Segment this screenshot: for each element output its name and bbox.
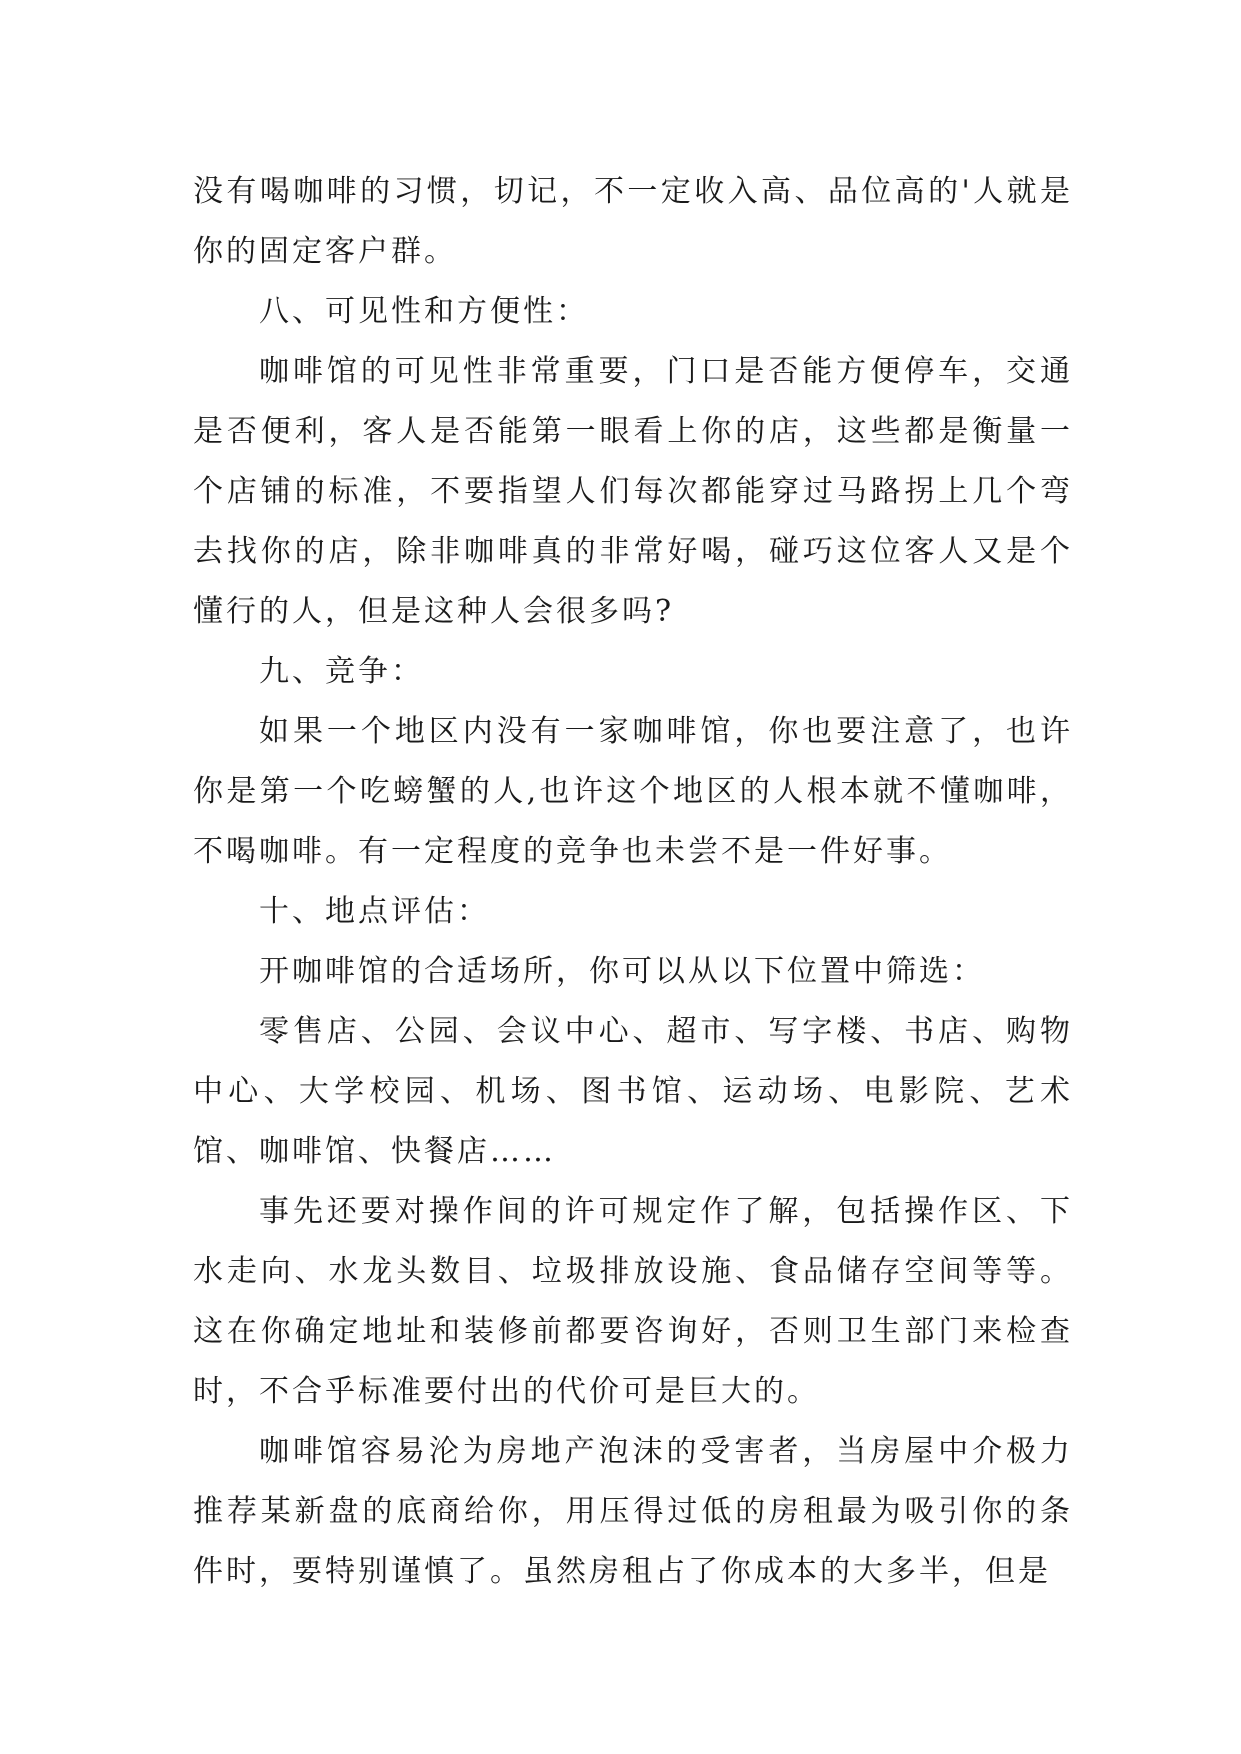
paragraph-real-estate: 咖啡馆容易沦为房地产泡沫的受害者，当房屋中介极力推荐某新盘的底商给你，用压得过低的房租最为吸引你的条件时，要特别谨慎了。虽然房租占了你成本的大多半，但是 [193, 1434, 1073, 1589]
paragraph-location-intro: 开咖啡馆的合适场所，你可以从以下位置中筛选： [259, 954, 985, 989]
paragraph-visibility: 咖啡馆的可见性非常重要，门口是否能方便停车，交通是否便利，客人是否能第一眼看上你的店，这些都是衡量一个店铺的标准，不要指望人们每次都能穿过马路拐上几个弯去找你的店，除非咖啡真的非常好喝，碰巧这位客人又是个懂行的人，但是这种人会很多吗? [193, 354, 1073, 629]
heading-competition: 九、竞争： [259, 654, 424, 689]
paragraph-permits: 事先还要对操作间的许可规定作了解，包括操作区、下水走向、水龙头数目、垃圾排放设施、食品储存空间等等。这在你确定地址和装修前都要咨询好，否则卫生部门来检查时，不合乎标准要付出的代价可是巨大的。 [193, 1194, 1073, 1409]
document-body [193, 162, 1073, 1602]
heading-location: 十、地点评估： [259, 894, 490, 929]
paragraph-location-list: 零售店、公园、会议中心、超市、写字楼、书店、购物中心、大学校园、机场、图书馆、运动场、电影院、艺术馆、咖啡馆、快餐店…… [193, 1014, 1073, 1169]
paragraph-1: 没有喝咖啡的习惯，切记，不一定收入高、品位高的'人就是你的固定客户群。 [193, 174, 1073, 269]
heading-visibility: 八、可见性和方便性： [259, 294, 589, 329]
paragraph-competition: 如果一个地区内没有一家咖啡馆，你也要注意了，也许你是第一个吃螃蟹的人,也许这个地区的人根本就不懂咖啡，不喝咖啡。有一定程度的竞争也未尝不是一件好事。 [193, 714, 1073, 869]
